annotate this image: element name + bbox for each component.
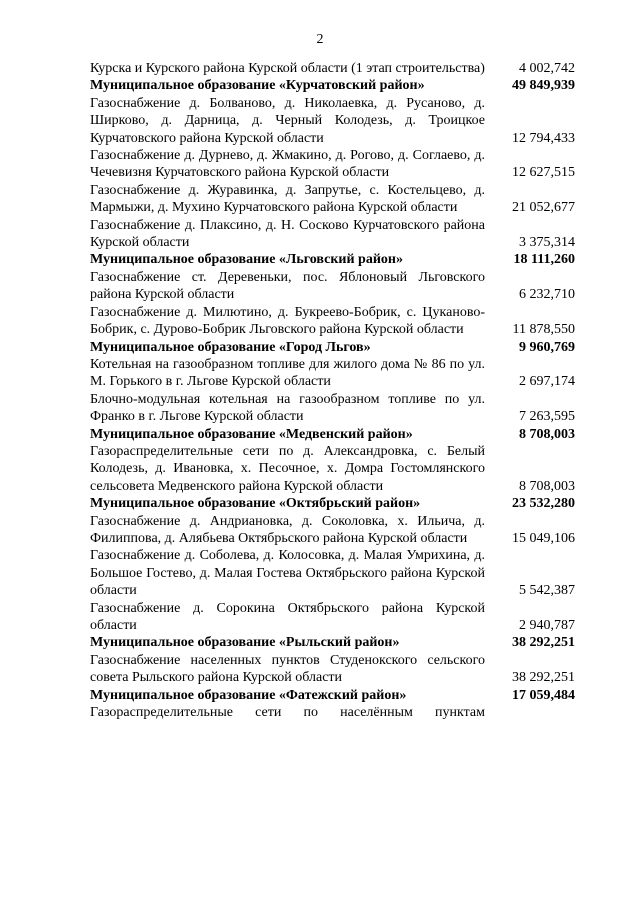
page-number: 2 bbox=[316, 32, 324, 47]
row-description: Газораспределительные сети по д. Александровка, с. Белый Колодезь, д. Ивановка, х. Песочное, х. Домра Гостомлянского сельсовета Медвенского района Курской области bbox=[90, 443, 485, 494]
section-title: Муниципальное образование «Город Льгов» bbox=[90, 339, 371, 355]
table-row bbox=[90, 513, 575, 548]
row-description: Котельная на газообразном топливе для жилого дома № 86 по ул. М. Горького в г. Льгове Курской области bbox=[90, 356, 485, 390]
section-total: 23 532,280 bbox=[512, 496, 575, 512]
table-row bbox=[90, 600, 575, 635]
table-row bbox=[90, 60, 575, 77]
row-description: Газоснабжение д. Плаксино, д. Н. Сосково Курчатовского района Курской области bbox=[90, 217, 485, 251]
table-row bbox=[90, 304, 575, 339]
section-title: Муниципальное образование «Медвенский район» bbox=[90, 426, 413, 442]
table-row bbox=[90, 217, 575, 252]
table-row bbox=[90, 391, 575, 426]
table-row bbox=[90, 547, 575, 599]
table-row bbox=[90, 356, 575, 391]
table-row bbox=[90, 443, 575, 495]
table-row bbox=[90, 147, 575, 182]
section-title: Муниципальное образование «Курчатовский район» bbox=[90, 78, 425, 94]
document-body bbox=[90, 60, 575, 721]
section-total: 8 708,003 bbox=[519, 426, 575, 442]
row-value: 11 878,550 bbox=[512, 322, 575, 338]
table-row bbox=[90, 95, 575, 147]
table-row bbox=[90, 269, 575, 304]
section-total: 49 849,939 bbox=[512, 78, 575, 94]
section-total: 9 960,769 bbox=[519, 339, 575, 355]
section-title: Муниципальное образование «Октябрьский район» bbox=[90, 496, 421, 512]
row-value: 38 292,251 bbox=[512, 670, 575, 686]
section-header-row bbox=[90, 77, 575, 94]
row-value: 12 627,515 bbox=[512, 165, 575, 181]
row-value: 12 794,433 bbox=[512, 130, 575, 146]
row-value: 2 940,787 bbox=[519, 618, 575, 633]
row-value: 6 232,710 bbox=[519, 287, 575, 303]
section-title: Муниципальное образование «Рыльский район» bbox=[90, 635, 400, 651]
section-total: 17 059,484 bbox=[512, 687, 575, 703]
row-description: Газораспределительные сети по населённым пунктам bbox=[90, 705, 485, 721]
row-value: 4 002,742 bbox=[519, 61, 575, 76]
row-value: 15 049,106 bbox=[512, 530, 575, 546]
section-title: Муниципальное образование «Фатежский район» bbox=[90, 687, 407, 703]
section-header-row bbox=[90, 687, 575, 704]
row-value: 8 708,003 bbox=[519, 478, 575, 494]
row-description: Газоснабжение д. Болваново, д. Николаевка, д. Русаново, д. Ширково, д. Дарница, д. Черный Колодезь, д. Троицкое Курчатовского района Курской области bbox=[90, 95, 485, 146]
section-total: 18 111,260 bbox=[513, 252, 575, 268]
table-row bbox=[90, 704, 575, 721]
section-header-row bbox=[90, 495, 575, 512]
row-description: Курска и Курского района Курской области (1 этап строительства) bbox=[90, 61, 485, 76]
row-description: Газоснабжение д. Дурнево, д. Жмакино, д. Рогово, д. Соглаево, д. Чечевизня Курчатовского района Курской области bbox=[90, 148, 485, 181]
row-description: Газоснабжение населенных пунктов Студенокского сельского совета Рыльского района Курской области bbox=[90, 652, 485, 686]
section-header-row bbox=[90, 251, 575, 268]
section-total: 38 292,251 bbox=[512, 635, 575, 651]
section-header-row bbox=[90, 426, 575, 443]
row-value: 3 375,314 bbox=[519, 235, 575, 251]
section-header-row bbox=[90, 339, 575, 356]
row-description: Газоснабжение д. Журавинка, д. Запрутье, с. Костельцево, д. Мармыжи, д. Мухино Курчатовского района Курской области bbox=[90, 182, 485, 216]
row-value: 2 697,174 bbox=[519, 374, 575, 390]
section-title: Муниципальное образование «Льговский район» bbox=[90, 252, 403, 268]
row-description: Газоснабжение ст. Деревеньки, пос. Яблоновый Льговского района Курской области bbox=[90, 269, 485, 303]
row-value: 21 052,677 bbox=[512, 200, 575, 216]
row-value: 5 542,387 bbox=[519, 583, 575, 599]
section-header-row bbox=[90, 634, 575, 651]
row-description: Газоснабжение д. Милютино, д. Букреево-Бобрик, с. Цуканово-Бобрик, с. Дурово-Бобрик Льговского района Курской области bbox=[90, 304, 485, 338]
row-description: Газоснабжение д. Сорокина Октябрьского района Курской области bbox=[90, 600, 485, 633]
table-row bbox=[90, 182, 575, 217]
row-value: 7 263,595 bbox=[519, 409, 575, 425]
table-row bbox=[90, 652, 575, 687]
row-description: Блочно-модульная котельная на газообразном топливе по ул. Франко в г. Льгове Курской области bbox=[90, 391, 485, 425]
row-description: Газоснабжение д. Андриановка, д. Соколовка, х. Ильича, д. Филиппова, д. Алябьева Октябрьского района Курской области bbox=[90, 513, 485, 546]
row-description: Газоснабжение д. Соболева, д. Колосовка, д. Малая Умрихина, д. Большое Гостево, д. Малая Гостева Октябрьского района Курской области bbox=[90, 548, 485, 599]
